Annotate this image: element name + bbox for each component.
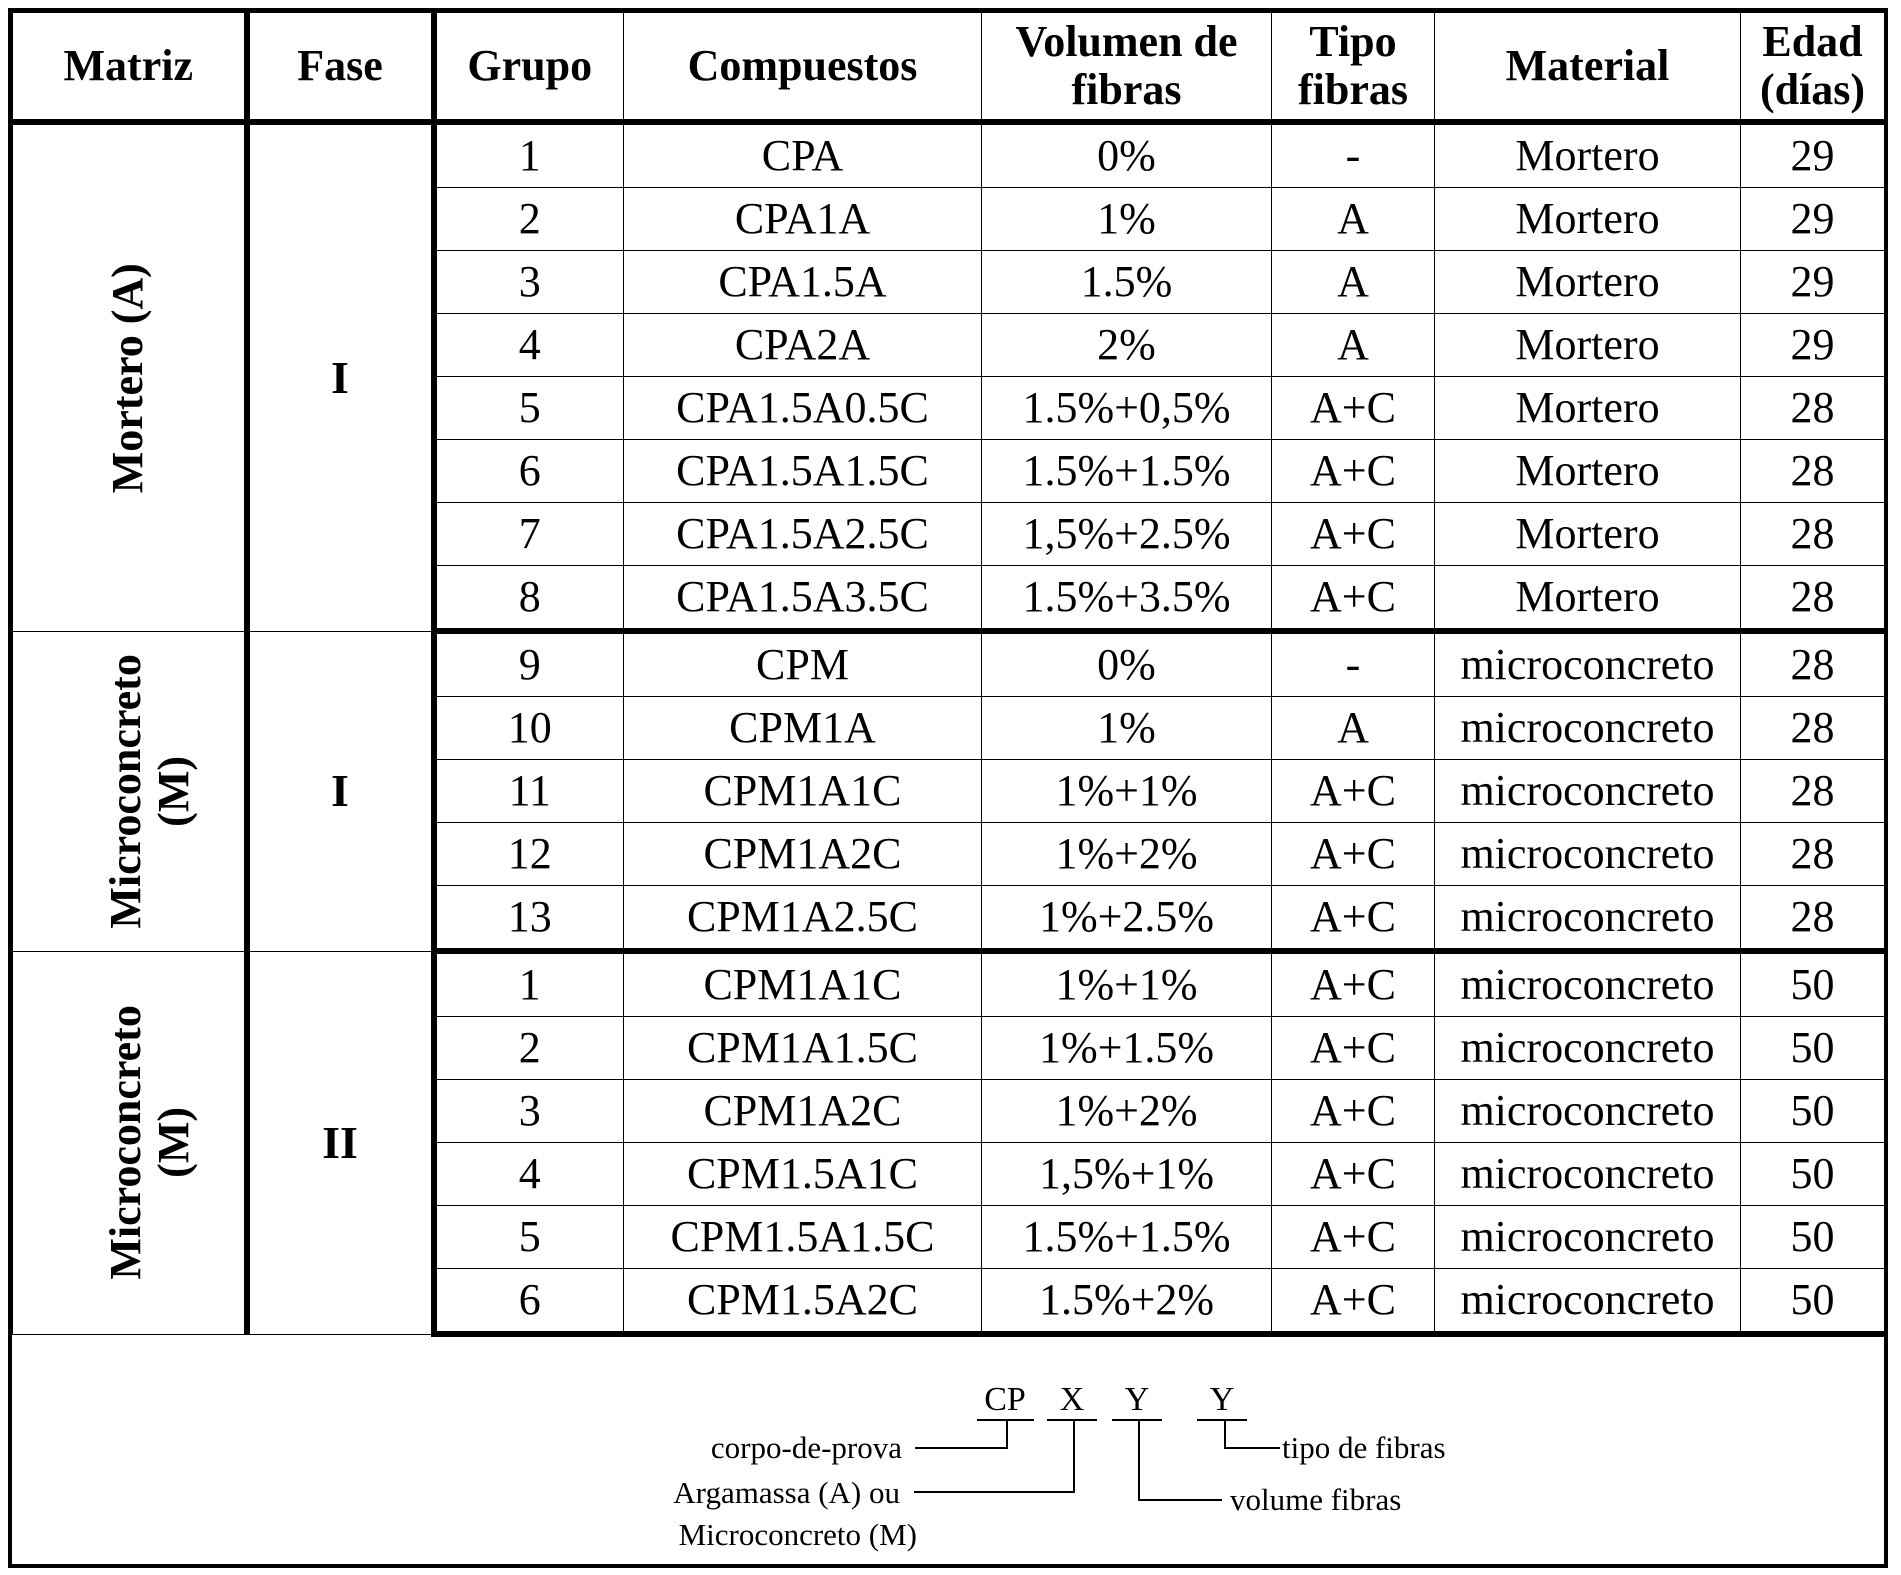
table-row	[13, 631, 1885, 697]
volumen-cell: 1.5%+2%	[982, 1269, 1272, 1335]
tipo-cell: A+C	[1272, 1143, 1435, 1206]
compuesto-cell: CPM1A1C	[624, 760, 982, 823]
grupo-cell: 9	[434, 631, 624, 697]
edad-cell: 28	[1741, 886, 1885, 952]
compuesto-cell: CPM1.5A1C	[624, 1143, 982, 1206]
material-cell: microconcreto	[1435, 1269, 1741, 1335]
header-volumen-line2: fibras	[1071, 65, 1182, 114]
edad-cell: 28	[1741, 566, 1885, 632]
compuesto-cell: CPM1A2.5C	[624, 886, 982, 952]
header-material: Material	[1435, 13, 1741, 123]
volumen-cell: 0%	[982, 122, 1272, 188]
nomenclature-legend	[12, 1370, 1884, 1560]
legend-code-y1: Y	[1124, 1381, 1150, 1418]
header-edad-line2: (días)	[1759, 65, 1866, 114]
compuesto-cell: CPA1.5A1.5C	[624, 440, 982, 503]
edad-cell: 50	[1741, 1080, 1885, 1143]
compuesto-cell: CPM1A2C	[624, 1080, 982, 1143]
grupo-cell: 2	[434, 1017, 624, 1080]
fase-cell: I	[247, 122, 434, 631]
edad-cell: 50	[1741, 1206, 1885, 1269]
volumen-cell: 1.5%+0,5%	[982, 377, 1272, 440]
edad-cell: 28	[1741, 760, 1885, 823]
tipo-cell: A+C	[1272, 1269, 1435, 1335]
compuesto-cell: CPM1A2C	[624, 823, 982, 886]
header-tipo	[1272, 13, 1435, 123]
material-cell: microconcreto	[1435, 697, 1741, 760]
compuesto-cell: CPM1A1.5C	[624, 1017, 982, 1080]
volumen-cell: 1.5%+1.5%	[982, 440, 1272, 503]
material-cell: Mortero	[1435, 440, 1741, 503]
material-cell: microconcreto	[1435, 951, 1741, 1017]
table-frame	[8, 8, 1888, 1568]
edad-cell: 28	[1741, 377, 1885, 440]
connector-cp	[915, 1420, 1007, 1448]
compuesto-cell: CPM1.5A1.5C	[624, 1206, 982, 1269]
legend-connector-lines	[914, 1420, 1280, 1500]
edad-cell: 28	[1741, 697, 1885, 760]
grupo-cell: 4	[434, 1143, 624, 1206]
edad-cell: 50	[1741, 1143, 1885, 1206]
volumen-cell: 1,5%+1%	[982, 1143, 1272, 1206]
volumen-cell: 0%	[982, 631, 1272, 697]
volumen-cell: 1%	[982, 697, 1272, 760]
material-cell: Mortero	[1435, 314, 1741, 377]
compuesto-cell: CPA1.5A2.5C	[624, 503, 982, 566]
material-cell: microconcreto	[1435, 760, 1741, 823]
header-edad	[1741, 13, 1885, 123]
tipo-cell: A	[1272, 314, 1435, 377]
matriz-label-line2: (M)	[149, 1107, 199, 1178]
material-cell: Mortero	[1435, 188, 1741, 251]
header-tipo-line2: fibras	[1298, 65, 1408, 114]
matriz-label-line1: Microconcreto	[100, 1005, 150, 1280]
volumen-cell: 1%+2.5%	[982, 886, 1272, 952]
compuesto-cell: CPA1.5A	[624, 251, 982, 314]
tipo-cell: A+C	[1272, 886, 1435, 952]
edad-cell: 28	[1741, 440, 1885, 503]
edad-cell: 28	[1741, 503, 1885, 566]
compuesto-cell: CPA1.5A3.5C	[624, 566, 982, 632]
tipo-cell: A+C	[1272, 760, 1435, 823]
edad-cell: 50	[1741, 1017, 1885, 1080]
table-row	[13, 951, 1885, 1017]
tipo-cell: A	[1272, 697, 1435, 760]
material-cell: microconcreto	[1435, 1080, 1741, 1143]
volumen-cell: 1%+2%	[982, 1080, 1272, 1143]
material-cell: Mortero	[1435, 377, 1741, 440]
table-row	[13, 122, 1885, 188]
tipo-cell: A+C	[1272, 566, 1435, 632]
grupo-cell: 4	[434, 314, 624, 377]
connector-y1	[1139, 1420, 1222, 1500]
header-row	[13, 13, 1885, 123]
matriz-cell	[13, 122, 247, 631]
grupo-cell: 10	[434, 697, 624, 760]
compuesto-cell: CPA	[624, 122, 982, 188]
tipo-cell: A	[1272, 188, 1435, 251]
header-volumen	[982, 13, 1272, 123]
compuesto-cell: CPM	[624, 631, 982, 697]
volumen-cell: 1%	[982, 188, 1272, 251]
grupo-cell: 6	[434, 1269, 624, 1335]
matriz-label-line1: Mortero (A)	[103, 262, 153, 493]
connector-x	[914, 1420, 1074, 1492]
legend-code-y2: Y	[1209, 1381, 1235, 1418]
material-cell: microconcreto	[1435, 1206, 1741, 1269]
grupo-cell: 11	[434, 760, 624, 823]
matriz-label-line1: Microconcreto	[100, 653, 150, 929]
edad-cell: 50	[1741, 1269, 1885, 1335]
material-cell: microconcreto	[1435, 823, 1741, 886]
volumen-cell: 1%+1.5%	[982, 1017, 1272, 1080]
edad-cell: 29	[1741, 122, 1885, 188]
material-cell: microconcreto	[1435, 1143, 1741, 1206]
edad-cell: 29	[1741, 314, 1885, 377]
edad-cell: 28	[1741, 823, 1885, 886]
legend-code-cp: CP	[984, 1381, 1026, 1418]
tipo-cell: A+C	[1272, 503, 1435, 566]
matriz-label	[102, 654, 199, 928]
material-cell: microconcreto	[1435, 1017, 1741, 1080]
grupo-cell: 5	[434, 1206, 624, 1269]
matriz-cell	[13, 631, 247, 951]
header-edad-line1: Edad	[1762, 17, 1863, 67]
tipo-cell: A+C	[1272, 1017, 1435, 1080]
header-compuestos: Compuestos	[624, 13, 982, 123]
volumen-cell: 1%+2%	[982, 823, 1272, 886]
material-cell: microconcreto	[1435, 886, 1741, 952]
legend-label-y2: tipo de fibras	[1282, 1430, 1446, 1465]
grupo-cell: 12	[434, 823, 624, 886]
edad-cell: 50	[1741, 951, 1885, 1017]
material-cell: microconcreto	[1435, 631, 1741, 697]
grupo-cell: 1	[434, 122, 624, 188]
volumen-cell: 2%	[982, 314, 1272, 377]
composites-table	[12, 12, 1885, 1337]
grupo-cell: 6	[434, 440, 624, 503]
legend-label-y1: volume fibras	[1230, 1482, 1402, 1517]
compuesto-cell: CPA1A	[624, 188, 982, 251]
edad-cell: 29	[1741, 251, 1885, 314]
fase-cell: I	[247, 631, 434, 951]
tipo-cell: -	[1272, 631, 1435, 697]
tipo-cell: A+C	[1272, 1206, 1435, 1269]
grupo-cell: 5	[434, 377, 624, 440]
tipo-cell: A+C	[1272, 377, 1435, 440]
compuesto-cell: CPA1.5A0.5C	[624, 377, 982, 440]
volumen-cell: 1%+1%	[982, 760, 1272, 823]
grupo-cell: 2	[434, 188, 624, 251]
matriz-label-line2: (M)	[149, 755, 199, 827]
matriz-label	[104, 263, 152, 493]
material-cell: Mortero	[1435, 503, 1741, 566]
legend-label-x-line1: Argamassa (A) ou	[673, 1475, 900, 1510]
matriz-cell	[13, 951, 247, 1334]
header-matriz: Matriz	[13, 13, 247, 123]
compuesto-cell: CPM1A	[624, 697, 982, 760]
tipo-cell: -	[1272, 122, 1435, 188]
legend-label-cp: corpo-de-prova	[710, 1430, 902, 1465]
compuesto-cell: CPA2A	[624, 314, 982, 377]
material-cell: Mortero	[1435, 251, 1741, 314]
header-tipo-line1: Tipo	[1309, 17, 1397, 67]
volumen-cell: 1,5%+2.5%	[982, 503, 1272, 566]
grupo-cell: 13	[434, 886, 624, 952]
volumen-cell: 1.5%	[982, 251, 1272, 314]
legend-code-x: X	[1059, 1381, 1085, 1418]
material-cell: Mortero	[1435, 122, 1741, 188]
tipo-cell: A+C	[1272, 1080, 1435, 1143]
tipo-cell: A	[1272, 251, 1435, 314]
tipo-cell: A+C	[1272, 440, 1435, 503]
edad-cell: 28	[1741, 631, 1885, 697]
header-volumen-line1: Volumen de	[1015, 17, 1238, 67]
fase-cell: II	[247, 951, 434, 1334]
volumen-cell: 1.5%+1.5%	[982, 1206, 1272, 1269]
matriz-label	[102, 1005, 199, 1279]
grupo-cell: 1	[434, 951, 624, 1017]
material-cell: Mortero	[1435, 566, 1741, 632]
connector-y2	[1225, 1420, 1280, 1448]
edad-cell: 29	[1741, 188, 1885, 251]
grupo-cell: 8	[434, 566, 624, 632]
tipo-cell: A+C	[1272, 823, 1435, 886]
table-body	[13, 122, 1885, 1334]
legend-label-x-line2: Microconcreto (M)	[678, 1517, 917, 1552]
compuesto-cell: CPM1.5A2C	[624, 1269, 982, 1335]
header-grupo: Grupo	[434, 13, 624, 123]
header-fase: Fase	[247, 13, 434, 123]
grupo-cell: 3	[434, 1080, 624, 1143]
compuesto-cell: CPM1A1C	[624, 951, 982, 1017]
volumen-cell: 1%+1%	[982, 951, 1272, 1017]
volumen-cell: 1.5%+3.5%	[982, 566, 1272, 632]
grupo-cell: 3	[434, 251, 624, 314]
grupo-cell: 7	[434, 503, 624, 566]
legend-diagram	[12, 1370, 1884, 1560]
tipo-cell: A+C	[1272, 951, 1435, 1017]
